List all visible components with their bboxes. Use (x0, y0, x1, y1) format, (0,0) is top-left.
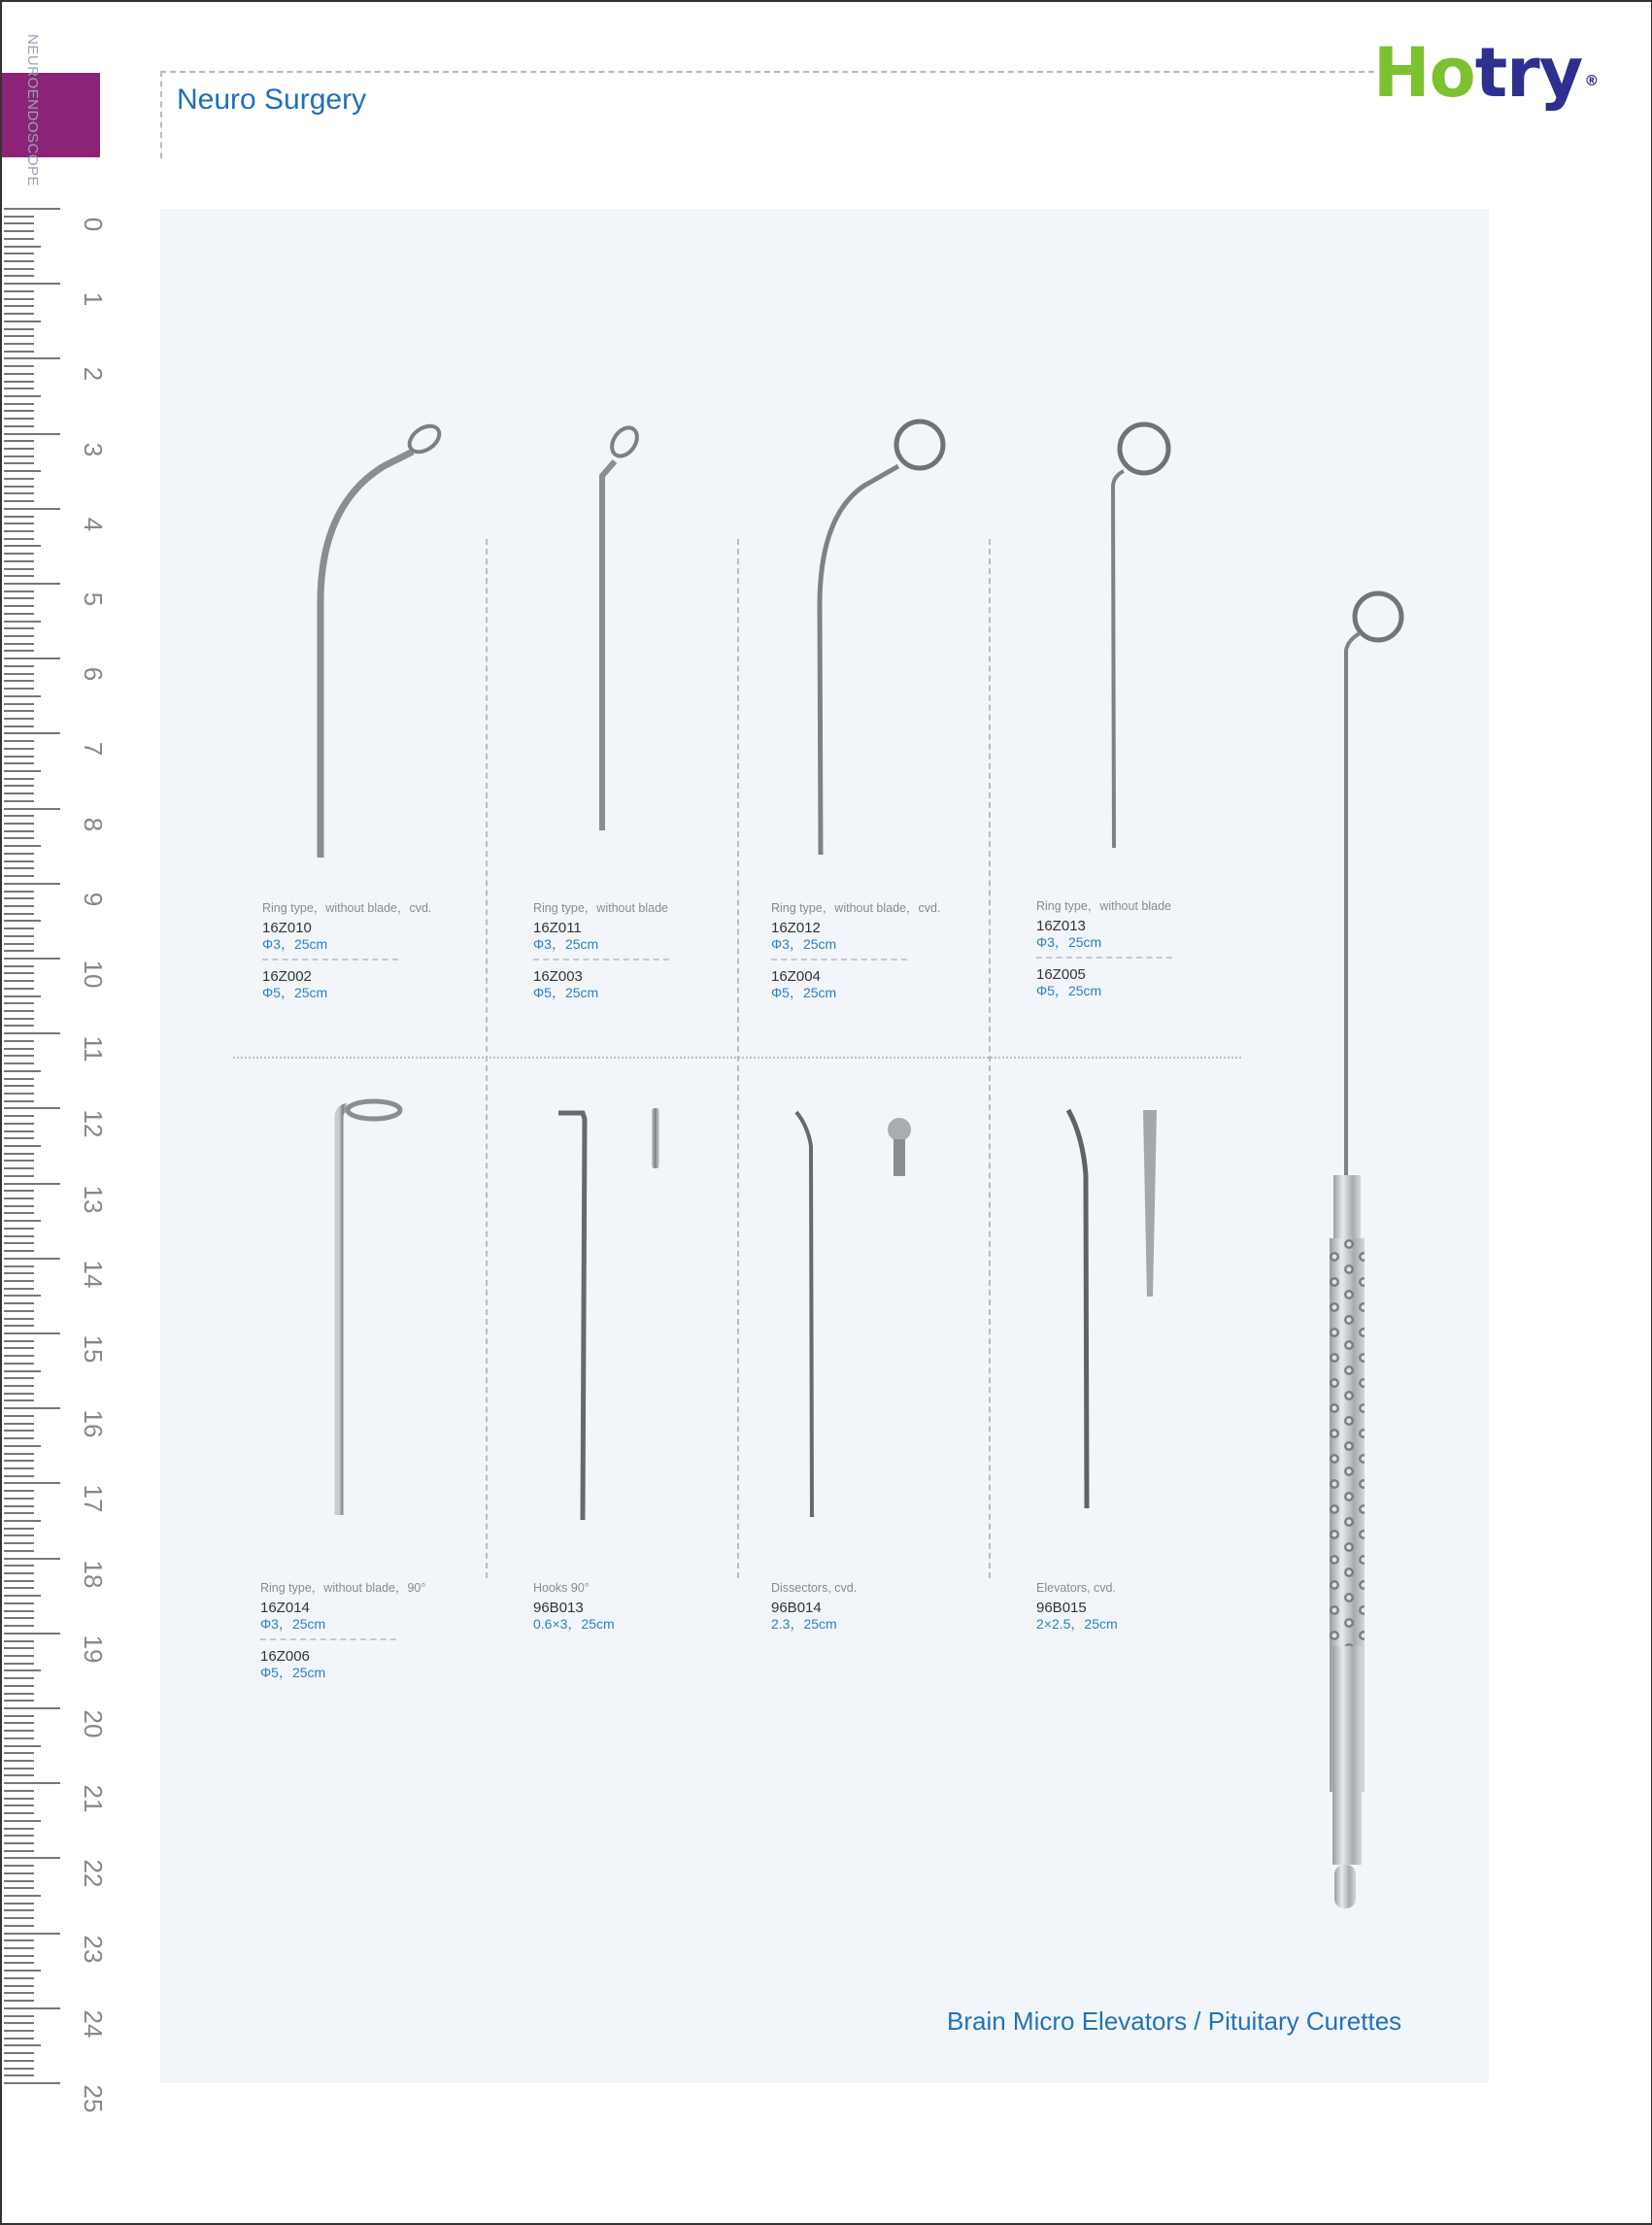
curette-icon-16z012 (820, 421, 943, 855)
full-curette-with-handle-icon (1330, 593, 1401, 1908)
ruler-label: 15 (79, 1334, 108, 1364)
ruler-label: 0 (79, 217, 108, 232)
side-tab-text: NEUROENDOSCOPE (24, 34, 41, 187)
curette-icon-16z013 (1113, 424, 1168, 848)
ruler-label: 18 (79, 1560, 108, 1589)
hook-icon-96b013 (558, 1108, 659, 1520)
logo-part-try: try (1474, 33, 1583, 113)
product-spec: 0.6×3，25cm (533, 1616, 615, 1632)
ruler-label: 21 (79, 1784, 108, 1813)
product-spec: Φ3，25cm (1036, 934, 1102, 950)
product-spec: Φ5，25cm (260, 1665, 326, 1680)
dissector-icon-96b014 (796, 1112, 911, 1517)
ruler-label: 14 (79, 1260, 108, 1289)
category-title: Brain Micro Elevators / Pituitary Curettes (947, 2006, 1402, 2036)
ruler-label: 11 (79, 1035, 108, 1062)
product-spec: Φ3，25cm (260, 1616, 326, 1632)
product-description: Ring type，without blade，90° (260, 1581, 426, 1595)
ruler-label: 8 (79, 817, 108, 831)
logo-part-ho: Ho (1373, 33, 1475, 113)
product-spec: Φ3，25cm (262, 936, 328, 952)
ruler-label: 3 (79, 442, 108, 456)
variant-separator (771, 959, 907, 961)
product-description: Ring type，without blade，cvd. (771, 901, 941, 915)
ruler-label: 23 (79, 1935, 108, 1964)
product-item (771, 1580, 1004, 1632)
product-spec: Φ5，25cm (771, 985, 837, 1000)
curette-icon-16z010 (320, 421, 444, 858)
product-item (533, 900, 766, 1000)
variant-separator (533, 959, 669, 961)
product-description: Ring type，without blade (1036, 899, 1171, 913)
ruler-label: 25 (79, 2084, 108, 2113)
product-code: 16Z004 (771, 968, 821, 985)
product-item (260, 1580, 493, 1680)
ruler-label: 17 (79, 1484, 108, 1513)
product-code: 16Z014 (260, 1600, 310, 1616)
product-code: 16Z006 (260, 1648, 310, 1665)
product-description: Dissectors, cvd. (771, 1581, 858, 1595)
product-code: 16Z002 (262, 968, 312, 985)
ruler-label: 24 (79, 2009, 108, 2039)
ruler-label: 6 (79, 666, 108, 682)
product-code: 16Z013 (1036, 918, 1086, 934)
product-item (1036, 898, 1269, 998)
product-item (771, 900, 1004, 1000)
ruler-label: 12 (79, 1109, 108, 1138)
elevator-icon-96b015 (1068, 1110, 1157, 1508)
ruler-label: 16 (79, 1409, 108, 1438)
ruler-label: 10 (79, 960, 108, 989)
product-spec: 2.3，25cm (771, 1616, 837, 1632)
product-code: 96B015 (1036, 1600, 1087, 1616)
product-description: Hooks 90° (533, 1581, 590, 1595)
product-code: 16Z003 (533, 968, 583, 985)
ruler-label: 5 (79, 591, 108, 607)
product-code: 16Z005 (1036, 966, 1086, 983)
product-description: Ring type，without blade，cvd. (262, 901, 432, 915)
product-description: Ring type，without blade (533, 901, 668, 915)
ruler-label: 20 (79, 1709, 108, 1738)
curette-icon-16z014 (339, 1101, 400, 1515)
product-spec: Φ3，25cm (533, 936, 599, 952)
product-code: 16Z010 (262, 920, 312, 936)
product-item (1036, 1580, 1269, 1632)
page-title: Neuro Surgery (177, 84, 367, 116)
product-code: 16Z012 (771, 920, 821, 936)
ruler-label: 7 (79, 742, 108, 757)
ruler-label: 19 (79, 1635, 108, 1664)
variant-separator (262, 959, 398, 961)
registered-mark: ® (1584, 72, 1599, 89)
product-code: 16Z011 (533, 920, 582, 936)
product-spec: Φ3，25cm (771, 936, 837, 952)
variant-separator (1036, 957, 1172, 959)
variant-separator (260, 1638, 396, 1640)
product-spec: Φ5，25cm (533, 985, 599, 1000)
product-spec: 2×2.5，25cm (1036, 1616, 1118, 1632)
product-item (262, 900, 495, 1000)
ruler-label: 22 (79, 1859, 108, 1888)
product-code: 96B014 (771, 1600, 822, 1616)
ruler-label: 2 (79, 367, 108, 382)
curette-icon-16z011 (602, 423, 642, 830)
product-item (533, 1580, 766, 1632)
product-description: Elevators, cvd. (1036, 1581, 1116, 1595)
ruler-label: 9 (79, 892, 108, 907)
product-spec: Φ5，25cm (262, 985, 328, 1000)
ruler-label: 1 (79, 291, 108, 307)
product-code: 96B013 (533, 1600, 584, 1616)
product-spec: Φ5，25cm (1036, 983, 1102, 998)
ruler-label: 4 (79, 517, 108, 532)
ruler-label: 13 (79, 1185, 108, 1214)
